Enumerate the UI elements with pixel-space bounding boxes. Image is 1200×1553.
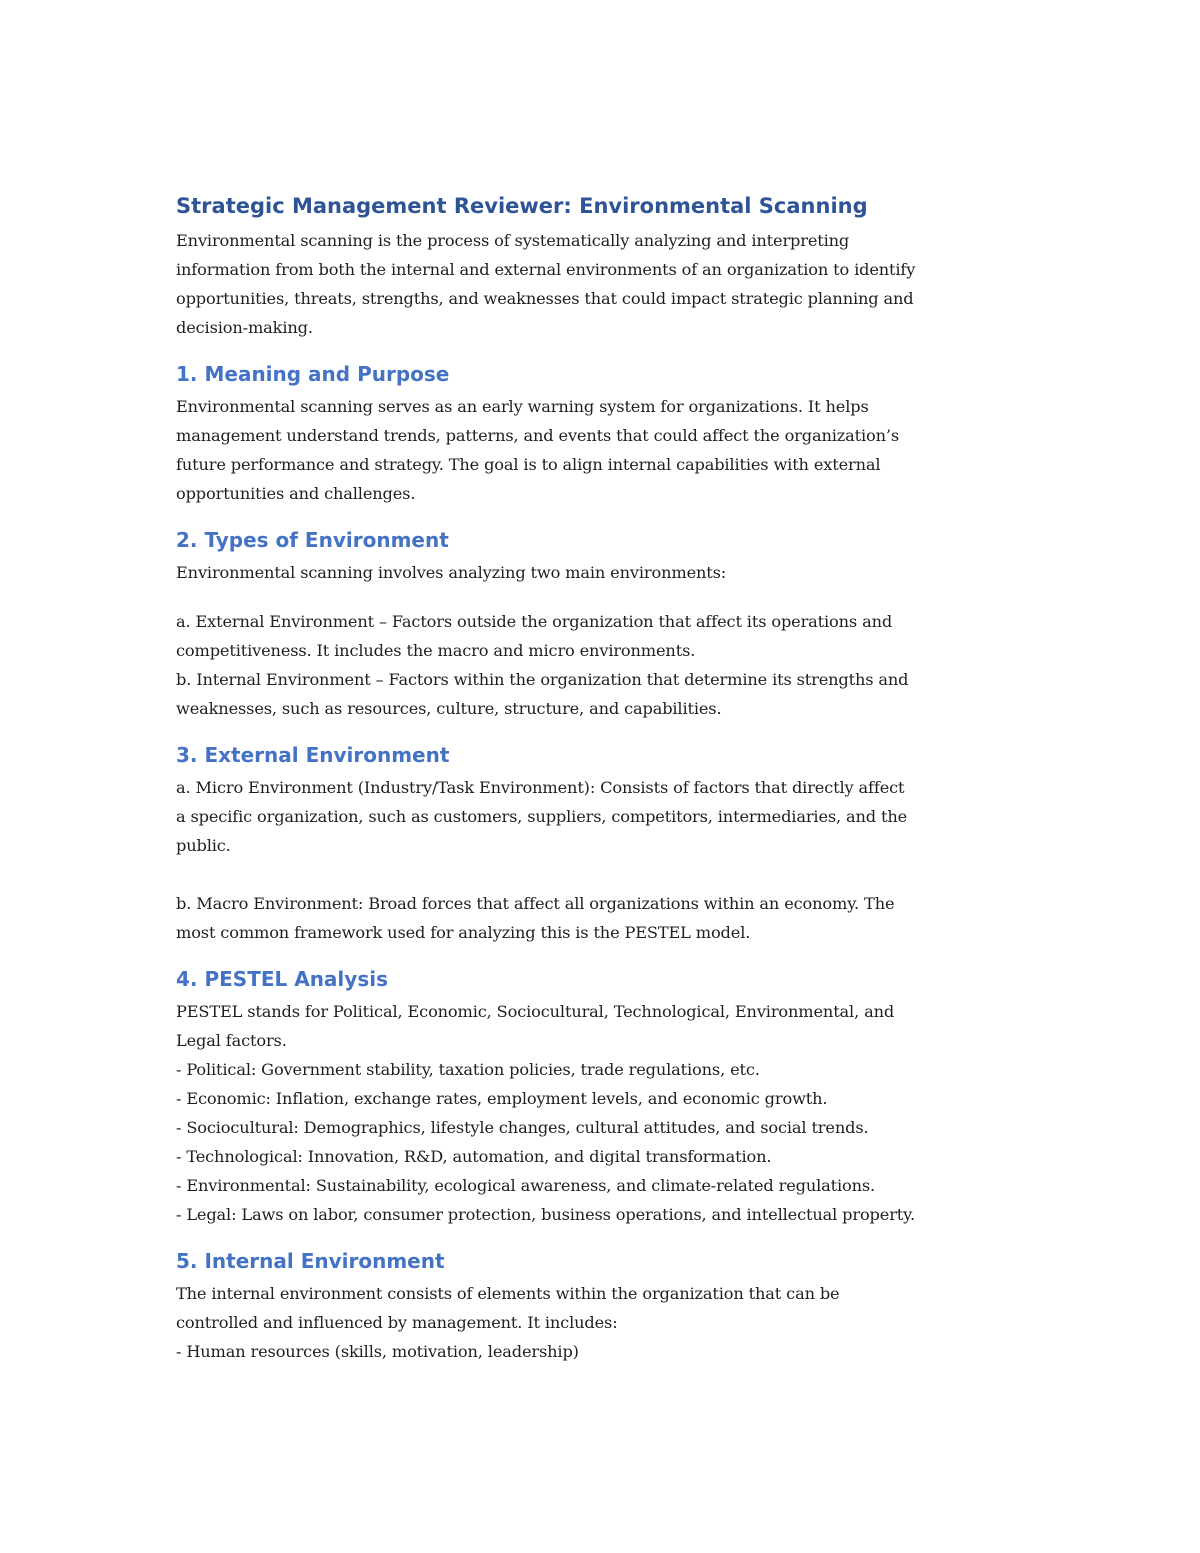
body-line: a. External Environment – Factors outside the organization that affect its operations and — [176, 612, 893, 631]
body-line: a. Micro Environment (Industry/Task Environment): Consists of factors that directly affect — [176, 778, 905, 797]
section-heading-internal: 5. Internal Environment — [176, 1249, 445, 1273]
intro-line: decision-making. — [176, 318, 313, 337]
section-types-body — [176, 558, 1036, 723]
body-line: weaknesses, such as resources, culture, structure, and capabilities. — [176, 699, 722, 718]
body-line: Environmental scanning serves as an early warning system for organizations. It helps — [176, 397, 869, 416]
body-line: most common framework used for analyzing this is the PESTEL model. — [176, 923, 751, 942]
section-external-body — [176, 773, 1036, 947]
body-line: opportunities and challenges. — [176, 484, 416, 503]
body-line: Environmental scanning involves analyzing two main environments: — [176, 563, 727, 582]
section-heading-pestel: 4. PESTEL Analysis — [176, 967, 388, 991]
body-line: controlled and influenced by management. It includes: — [176, 1313, 618, 1332]
list-item: - Economic: Inflation, exchange rates, employment levels, and economic growth. — [176, 1089, 828, 1108]
body-line: b. Internal Environment – Factors within the organization that determine its strengths and — [176, 670, 909, 689]
body-line: Legal factors. — [176, 1031, 287, 1050]
list-item: - Human resources (skills, motivation, leadership) — [176, 1342, 579, 1361]
intro-line: opportunities, threats, strengths, and weaknesses that could impact strategic planning and — [176, 289, 914, 308]
intro-paragraph — [176, 226, 1036, 342]
list-item: - Sociocultural: Demographics, lifestyle changes, cultural attitudes, and social trends. — [176, 1118, 869, 1137]
body-line: public. — [176, 836, 231, 855]
body-line: a specific organization, such as customers, suppliers, competitors, intermediaries, and the — [176, 807, 908, 826]
section-heading-types: 2. Types of Environment — [176, 528, 449, 552]
body-line: PESTEL stands for Political, Economic, Sociocultural, Technological, Environmental, and — [176, 1002, 895, 1021]
section-internal-body — [176, 1279, 1036, 1366]
body-line: competitiveness. It includes the macro and micro environments. — [176, 641, 696, 660]
section-pestel-body — [176, 997, 1036, 1229]
document-title: Strategic Management Reviewer: Environmental Scanning — [176, 194, 868, 218]
section-heading-external: 3. External Environment — [176, 743, 450, 767]
body-line: b. Macro Environment: Broad forces that affect all organizations within an economy. The — [176, 894, 895, 913]
section-meaning-purpose-body — [176, 392, 1036, 508]
document-body — [176, 188, 1036, 1366]
body-line: management understand trends, patterns, and events that could affect the organization’s — [176, 426, 900, 445]
list-item: - Environmental: Sustainability, ecological awareness, and climate-related regulations. — [176, 1176, 876, 1195]
intro-line: information from both the internal and external environments of an organization to identify — [176, 260, 916, 279]
list-item: - Legal: Laws on labor, consumer protection, business operations, and intellectual property. — [176, 1205, 915, 1224]
section-heading-meaning-purpose: 1. Meaning and Purpose — [176, 362, 450, 386]
list-item: - Political: Government stability, taxation policies, trade regulations, etc. — [176, 1060, 760, 1079]
intro-line: Environmental scanning is the process of systematically analyzing and interpreting — [176, 231, 850, 250]
list-item: - Technological: Innovation, R&D, automation, and digital transformation. — [176, 1147, 772, 1166]
body-line: The internal environment consists of elements within the organization that can be — [176, 1284, 840, 1303]
body-line: future performance and strategy. The goal is to align internal capabilities with external — [176, 455, 881, 474]
